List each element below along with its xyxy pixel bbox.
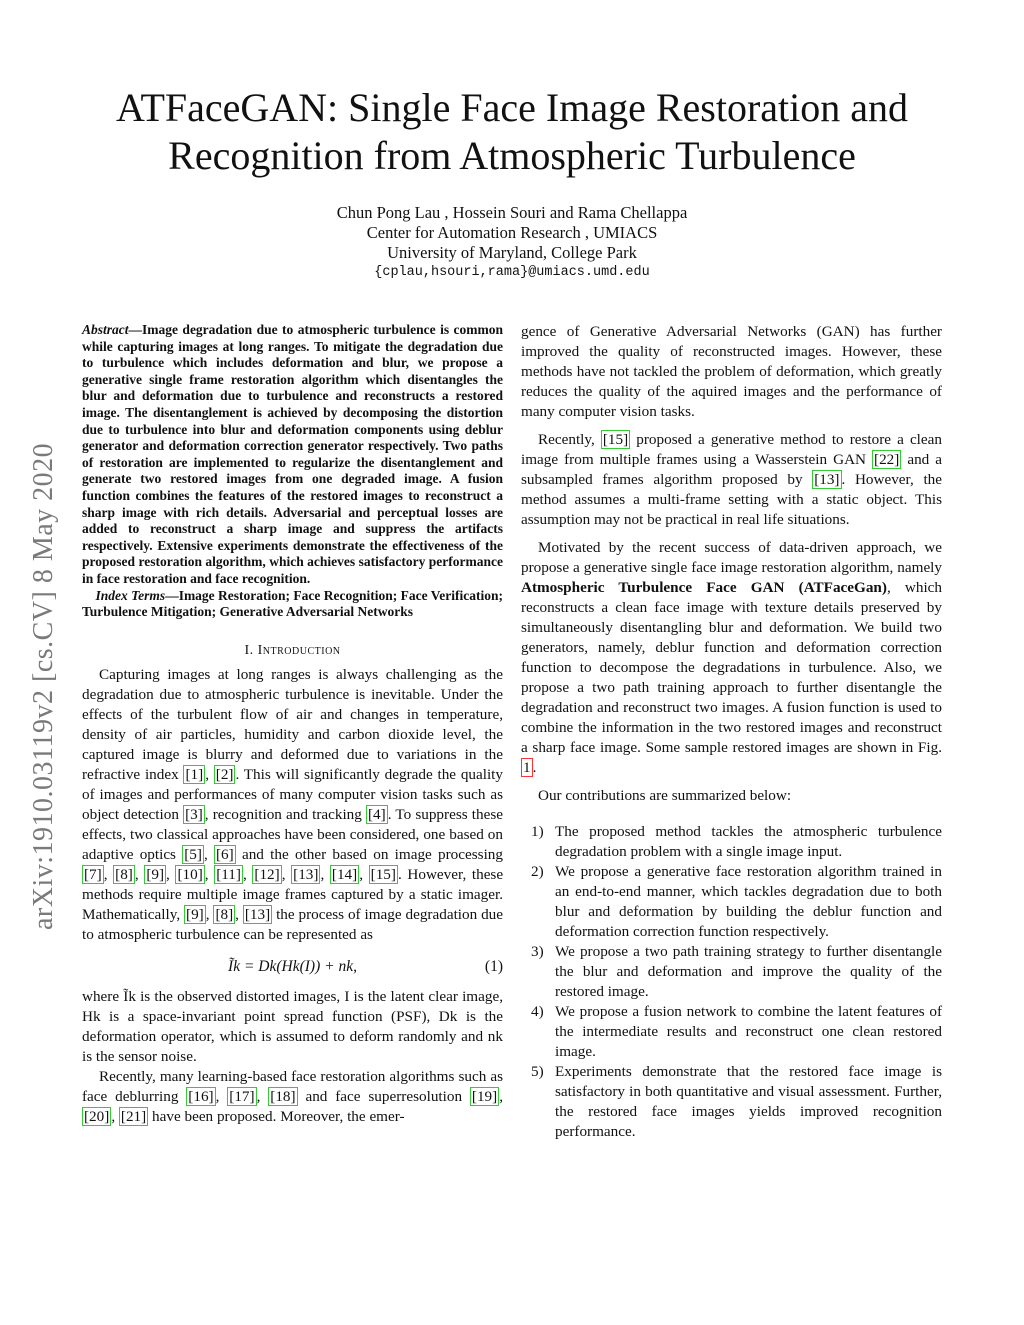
contribution-item: 2) We propose a generative face restoration algorithm trained in an end-to-end manner, which tackles degradation due to both blur and deformation by building the deblur function and deformation correction function respectively.: [531, 863, 942, 940]
citation-link[interactable]: [18]: [270, 1087, 296, 1105]
intro-paragraph-2: where Ĩk is the observed distorted images, I is the latent clear image, Hk is a space-invariant point spread function (PSF), Dk is the deformation operator, which is assumed to deform randomly and nk is the sensor noise.: [82, 987, 503, 1065]
index-terms-text: —Image Restoration; Face Recognition; Face Verification; Turbulence Mitigation; Generative Adversarial Networks: [82, 587, 504, 620]
citation-link[interactable]: [21]: [120, 1107, 147, 1125]
abstract: [82, 322, 503, 588]
equation-body: Ĩk = Dk(Hk(I)) + nk,: [228, 957, 357, 975]
citation-link[interactable]: [10]: [177, 865, 203, 883]
citation-link[interactable]: [9]: [186, 905, 204, 923]
affiliation-2: University of Maryland, College Park: [387, 243, 637, 262]
title-line-2: Recognition from Atmospheric Turbulence: [168, 133, 856, 178]
citation-link[interactable]: [5]: [184, 845, 202, 863]
citation-link[interactable]: [15]: [602, 431, 629, 448]
affiliation-1: Center for Automation Research , UMIACS: [366, 223, 658, 242]
right-paragraph-2: Recently, [15] proposed a generative method to restore a clean image from multiple frames using a Wasserstein GAN [22] and a subsampled frames algorithm proposed by [13] . However, the method assumes a multi-frame setting with a static object. This assumption may not be practical in real life situations.: [521, 431, 942, 528]
intro-paragraph-1: Capturing images at long ranges is always challenging as the degradation due to atmospheric turbulence is inevitable. Under the effects of the turbulent flow of air and changes in temperature, density of air particles, humidity and carbon dioxide level, the captured image is blurry and deformed due to variations in the refractive index [1] , [2] . This will significantly degrade the quality of images and performances of many computer vision tasks such as object detection [3] , recognition and tracking [4] . To suppress these effects, two classical approaches have been considered, one based on adaptive optics [5] , [6] and the other based on image processing [7] , [8] , [9] , [10] , [11] , [12] , [13] , [14] , [15] . However, these methods require multiple image frames captured by a static imager. Mathematically, [9] , [8] , [13] the process of image degradation due to atmospheric turbulence can be represented as: [82, 665, 504, 943]
contribution-item: 5) Experiments demonstrate that the restored face image is satisfactory in both quantitative and visual assessment. Further, the restored face images yields improved recognition performance.: [531, 1063, 942, 1140]
citation-link[interactable]: [6]: [216, 845, 234, 863]
title-line-1: ATFaceGAN: Single Face Image Restoration and: [115, 85, 908, 130]
citation-link[interactable]: [15]: [370, 865, 396, 883]
abstract-label: Abstract: [82, 322, 129, 337]
section-heading-introduction: I. Introduction: [244, 642, 341, 658]
citation-link[interactable]: [13]: [244, 905, 271, 923]
contributions-list: [521, 822, 942, 1142]
right-paragraph-1: gence of Generative Adversarial Networks (GAN) has further improved the quality of reconstructed images. However, these methods have not tackled the problem of deformation, which greatly reduces the quality of the aquired images and the performance of many computer vision tasks.: [521, 323, 942, 420]
citation-link[interactable]: [9]: [146, 865, 165, 883]
citation-link[interactable]: [13]: [293, 865, 319, 883]
method-name: Atmospheric Turbulence Face GAN (ATFaceGan): [521, 579, 887, 596]
author-email: {cplau,hsouri,rama}@umiacs.umd.edu: [374, 265, 650, 280]
citation-link[interactable]: [3]: [185, 805, 203, 823]
right-column: [521, 322, 942, 1142]
intro-paragraph-3: Recently, many learning-based face restoration algorithms such as face deblurring [16] , [17] , [18] and face superresolution [19] , [20] , [21] have been proposed. Moreover, the emer-: [82, 1067, 504, 1125]
index-terms: [82, 588, 503, 621]
citation-link[interactable]: [11]: [216, 865, 241, 883]
equation-number: (1): [484, 957, 503, 975]
arxiv-stamp: arXiv:1910.03119v2 [cs.CV] 8 May 2020: [28, 442, 59, 930]
citation-link[interactable]: [14]: [331, 865, 358, 883]
citation-link[interactable]: [2]: [215, 765, 234, 783]
citation-link[interactable]: [8]: [115, 865, 133, 883]
contribution-item: 4) We propose a fusion network to combine the latent features of the intermediate results and reconstruct one clean restored image.: [531, 1003, 942, 1060]
abstract-text: —Image degradation due to atmospheric turbulence is common while capturing images at long ranges. To mitigate the degradation due to turbulence which includes deformation and blur, we propose a generative single frame restoration algorithm which disentangles the blur and deformation due to turbulence and reconstructs a restored image. The disentanglement is achieved by decomposing the distortion due to turbulence into blur and deformation components using deblur generator and deformation correction generator respectively. Two paths of restoration are implemented to regularize the disentanglement and generate two restored images from one degraded image. A fusion function combines the features of the restored images to reconstruct a sharp image with rich details. Adversarial and perceptual losses are added to reconstruct a sharp image and suppress the artifacts respectively. Extensive experiments demonstrate the effectiveness of the proposed restoration algorithm, which achieves satisfactory performance in face restoration and face recognition.: [82, 322, 503, 586]
contributions-intro: Our contributions are summarized below:: [538, 787, 792, 804]
citation-link[interactable]: [16]: [188, 1087, 214, 1105]
citation-link[interactable]: [1]: [185, 765, 204, 783]
citation-link[interactable]: [7]: [84, 865, 102, 883]
left-column: [82, 322, 503, 1127]
contribution-item: 1) The proposed method tackles the atmospheric turbulence degradation problem with a single image input.: [531, 823, 942, 860]
citation-link[interactable]: [13]: [814, 471, 840, 488]
authors: Chun Pong Lau , Hossein Souri and Rama Chellappa: [336, 203, 688, 222]
citation-link[interactable]: [17]: [229, 1087, 255, 1105]
paper-title: [60, 84, 964, 180]
index-terms-label: Index Terms: [95, 587, 166, 603]
citation-link[interactable]: [20]: [84, 1107, 110, 1125]
citation-link[interactable]: [19]: [471, 1087, 498, 1105]
contribution-item: 3) We propose a two path training strategy to further disentangle the blur and deformation and improve the quality of the restored image.: [531, 943, 942, 1000]
citation-link[interactable]: [22]: [874, 451, 900, 468]
author-block: [160, 203, 864, 283]
citation-link[interactable]: [4]: [368, 805, 386, 823]
equation-1: [82, 955, 503, 979]
citation-link[interactable]: [8]: [215, 905, 234, 923]
right-paragraph-3: Motivated by the recent success of data-driven approach, we propose a generative single face image restoration algorithm, namely Atmospheric Turbulence Face GAN (ATFaceGan), which reconstructs a clean face image with texture details preserved by simultaneously disentangling blur and deformation. We build two generators, namely, deblur function and deformation correction function to decompose the degradations in turbulence. Also, we propose a two path training approach to further disentangle the degradation and reconstruct two images. A fusion function is used to combine the information in the two restored images and reconstruct a sharp face image. Some sample restored images are shown in Fig. 1 .: [521, 539, 942, 776]
figure-reference-link[interactable]: 1: [523, 759, 531, 776]
citation-link[interactable]: [12]: [254, 865, 280, 883]
